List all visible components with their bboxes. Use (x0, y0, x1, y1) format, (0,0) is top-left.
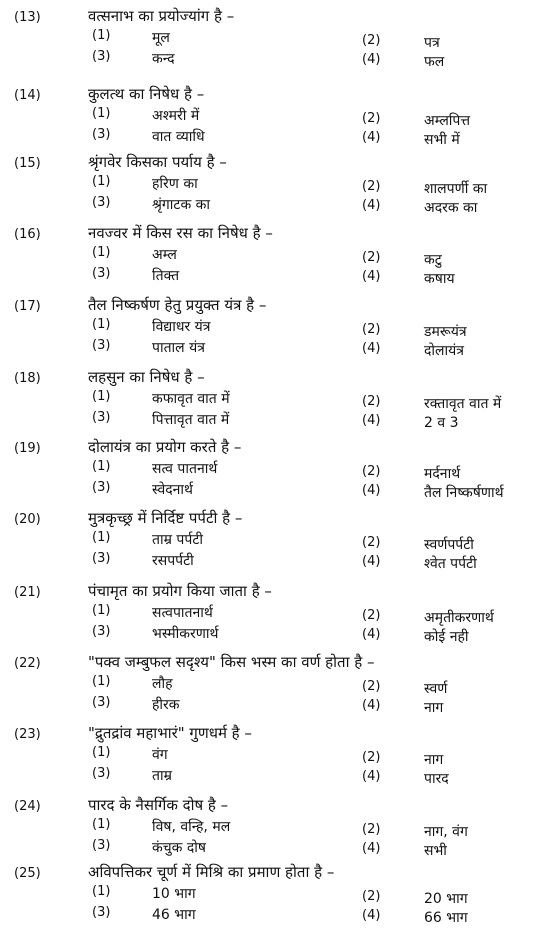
option-text: सत्वपातनार्थ (152, 605, 213, 621)
option-text: नाग (424, 752, 444, 768)
option-number: (1) (92, 174, 111, 189)
question-number: (16) (14, 227, 41, 242)
question-text: नवज्वर में किस रस का निषेध है – (88, 224, 273, 242)
option-number: (4) (362, 52, 381, 67)
option-number: (2) (362, 822, 381, 837)
question-number: (25) (14, 866, 41, 881)
option-number: (1) (92, 745, 111, 760)
option-text: दोलायंत्र (424, 343, 465, 359)
option-number: (3) (92, 49, 111, 64)
question-number: (24) (14, 799, 41, 814)
option-text: 10 भाग (152, 886, 196, 902)
question-block (0, 581, 545, 651)
option-number: (1) (92, 459, 111, 474)
question-text: वत्सनाभ का प्रयोज्यांग है – (88, 7, 235, 25)
option-number: (1) (92, 674, 111, 689)
option-text: पित्तावृत वात में (152, 412, 230, 428)
option-text: नाग (424, 700, 444, 716)
question-text: लहसुन का निषेध है – (88, 368, 205, 386)
option-number: (3) (92, 266, 111, 281)
question-text: कुलत्थ का निषेध है – (88, 85, 205, 103)
question-block (0, 723, 545, 793)
option-text: पाताल यंत्र (152, 340, 205, 356)
option-text: अश्मरी में (152, 108, 200, 124)
option-text: श्रृंगाटक का (152, 197, 211, 213)
question-text: "पक्व जम्बुफल सदृश्य" किस भस्म का वर्ण होता है – (88, 653, 375, 671)
option-text: तिक्त (152, 268, 180, 284)
question-number: (14) (14, 88, 41, 103)
question-number: (13) (14, 10, 41, 25)
question-text: अविपत्तिकर चूर्ण में मिश्रि का प्रमाण होता है – (88, 863, 335, 881)
option-number: (4) (362, 413, 381, 428)
option-text: मर्दनार्थ (424, 466, 461, 482)
option-text: वात व्याधि (152, 129, 205, 145)
option-text: श्वेत पर्पटी (424, 556, 477, 572)
option-number: (4) (362, 554, 381, 569)
option-number: (2) (362, 608, 381, 623)
option-text: मूल (152, 30, 170, 46)
option-number: (3) (92, 905, 111, 920)
option-number: (4) (362, 769, 381, 784)
question-number: (22) (14, 656, 41, 671)
option-number: (4) (362, 841, 381, 856)
option-number: (2) (362, 111, 381, 126)
option-text: तैल निष्कर्षणार्थ (424, 485, 504, 501)
option-number: (2) (362, 394, 381, 409)
option-number: (4) (362, 908, 381, 923)
question-block (0, 652, 545, 722)
option-number: (1) (92, 603, 111, 618)
option-number: (3) (92, 195, 111, 210)
option-number: (4) (362, 341, 381, 356)
question-text: पंचामृत का प्रयोग किया जाता है – (88, 582, 272, 600)
option-number: (2) (362, 250, 381, 265)
option-number: (3) (92, 766, 111, 781)
question-block (0, 223, 545, 293)
option-number: (1) (92, 817, 111, 832)
option-number: (1) (92, 106, 111, 121)
question-block (0, 437, 545, 507)
option-number: (1) (92, 389, 111, 404)
option-text: कोई नही (424, 629, 469, 645)
option-number: (2) (362, 535, 381, 550)
option-text: रसपर्पटी (152, 553, 194, 569)
option-number: (2) (362, 464, 381, 479)
option-text: पारद (424, 771, 449, 787)
question-block (0, 6, 545, 76)
option-text: पत्र (424, 35, 440, 51)
option-number: (3) (92, 338, 111, 353)
option-number: (2) (362, 750, 381, 765)
option-text: कटु (424, 252, 442, 268)
question-text: मुत्रकृच्छ्र में निर्दिष्ट पर्पटी है – (88, 509, 243, 527)
question-number: (18) (14, 371, 41, 386)
option-text: 46 भाग (152, 907, 196, 923)
option-text: विद्याधर यंत्र (152, 319, 211, 335)
question-number: (15) (14, 156, 41, 171)
question-text: श्रृंगवेर किसका पर्याय है – (88, 153, 227, 171)
option-number: (2) (362, 889, 381, 904)
option-number: (3) (92, 695, 111, 710)
question-number: (20) (14, 512, 41, 527)
option-number: (1) (92, 317, 111, 332)
option-text: स्वर्णपर्पटी (424, 537, 474, 553)
option-number: (2) (362, 179, 381, 194)
question-number: (17) (14, 299, 41, 314)
option-text: हरिण का (152, 176, 198, 192)
option-text: अदरक का (424, 200, 478, 216)
option-text: कषाय (424, 271, 455, 287)
question-block (0, 508, 545, 578)
option-number: (2) (362, 322, 381, 337)
option-text: वंग (152, 747, 168, 763)
option-number: (3) (92, 838, 111, 853)
option-number: (4) (362, 698, 381, 713)
option-text: अम्लपित्त (424, 113, 471, 129)
option-text: सभी (424, 843, 447, 859)
option-text: विष, वन्हि, मल (152, 819, 231, 835)
option-text: नाग, वंग (424, 824, 468, 840)
option-text: फल (424, 54, 445, 70)
option-number: (3) (92, 551, 111, 566)
option-number: (1) (92, 28, 111, 43)
option-text: कंचुक दोष (152, 840, 206, 856)
option-number: (2) (362, 33, 381, 48)
option-text: कन्द (152, 51, 175, 67)
question-number: (23) (14, 727, 41, 742)
question-text: दोलायंत्र का प्रयोग करते है – (88, 438, 242, 456)
question-block (0, 295, 545, 365)
question-block (0, 367, 545, 437)
option-text: ताम्र पर्पटी (152, 532, 204, 548)
option-text: डमरूयंत्र (424, 324, 467, 340)
option-text: अमृतीकरणार्थ (424, 610, 494, 626)
option-text: रक्तावृत वात में (424, 396, 502, 412)
option-number: (1) (92, 245, 111, 260)
option-number: (4) (362, 198, 381, 213)
question-block (0, 152, 545, 222)
option-text: कफावृत वात में (152, 391, 230, 407)
question-block (0, 862, 545, 932)
option-number: (2) (362, 679, 381, 694)
option-number: (3) (92, 127, 111, 142)
question-text: पारद के नैसर्गिक दोष है – (88, 796, 229, 814)
option-text: 66 भाग (424, 910, 468, 926)
question-number: (21) (14, 585, 41, 600)
option-number: (3) (92, 480, 111, 495)
option-number: (1) (92, 884, 111, 899)
option-text: हीरक (152, 697, 180, 713)
option-text: स्वेदनार्थ (152, 482, 194, 498)
option-text: शालपर्णी का (424, 181, 488, 197)
question-text: तैल निष्कर्षण हेतु प्रयुक्त यंत्र है – (88, 296, 267, 314)
question-block (0, 795, 545, 865)
question-text: "द्रुतद्रांव महाभारं" गुणधर्म है – (88, 724, 252, 742)
question-block (0, 84, 545, 154)
question-number: (19) (14, 441, 41, 456)
option-text: स्वर्ण (424, 681, 448, 697)
option-text: सत्व पातनार्थ (152, 461, 218, 477)
option-number: (4) (362, 130, 381, 145)
option-text: 2 व 3 (424, 415, 459, 431)
option-text: 20 भाग (424, 891, 468, 907)
option-text: भस्मीकरणार्थ (152, 626, 219, 642)
option-number: (4) (362, 627, 381, 642)
option-number: (4) (362, 269, 381, 284)
option-number: (4) (362, 483, 381, 498)
option-text: अम्ल (152, 247, 177, 263)
option-number: (3) (92, 624, 111, 639)
option-text: लौह (152, 676, 173, 692)
option-text: ताम्र (152, 768, 172, 784)
option-number: (1) (92, 530, 111, 545)
option-number: (3) (92, 410, 111, 425)
option-text: सभी में (424, 132, 460, 148)
